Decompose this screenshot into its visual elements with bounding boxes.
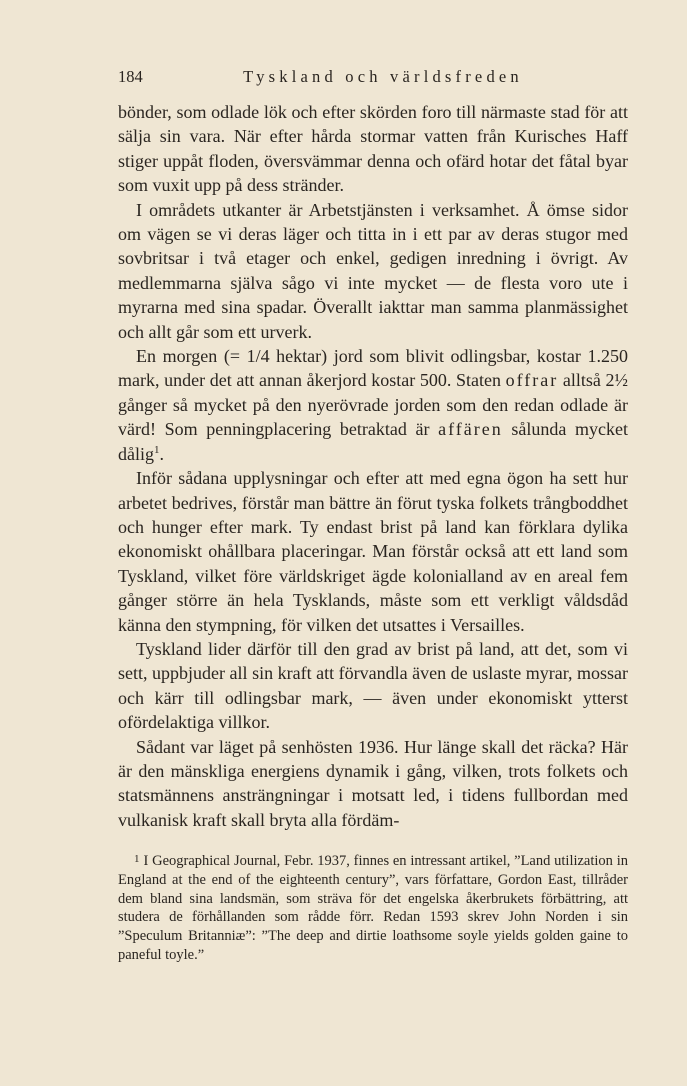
paragraph-3-text-c: sålunda mycket dålig	[118, 419, 629, 464]
paragraph-5: Tyskland lider därför till den grad av brist på land, att det, som vi sett, uppbjuder all sin kraft att förvandla även de uslaste myrar, mossar och kärr till odlingsbar mark, — även under ekonomiskt ytterst ofördelaktiga villkor.	[118, 638, 628, 733]
footnote-reference: 1	[154, 443, 160, 456]
running-title: Tyskland och världsfreden	[243, 67, 523, 86]
paragraph-3-text-b: alltså 2½ gånger så mycket på den nyerövrade jorden som den redan odlade är värd! Som penningplacering betraktad är	[118, 370, 628, 440]
paragraph-1: bönder, som odlade lök och efter skörden foro till närmaste stad för att sälja sin vara. När efter hårda stormar vatten från Kurisches Haff stiger uppåt floden, översvämmar denna och ofärd hotar det fåtal byar som vuxit upp på dess stränder.	[118, 102, 628, 196]
page-number: 184	[118, 67, 143, 86]
paragraph-6: Sådant var läget på senhösten 1936. Hur länge skall det räcka? Här är den mänskliga energiens dynamik i gång, vilken, trots folkets och statsmännens ansträngningar i motsatt led, i tidens fullbordan med vulkanisk kraft skall bryta alla fördäm-	[118, 736, 628, 830]
footnotes	[118, 850, 628, 965]
paragraph-4: Inför sådana upplysningar och efter att med egna ögon ha sett hur arbetet bedrives, förstår man bättre än förut tyska folkets trångboddhet och hunger efter mark. Ty endast brist på land kan förklara dylika ekonomiskt ohållbara placeringar. Man förstår också att ett land som Tyskland, vilket före världskriget ägde kolonialland av en areal fem gånger större än hela Tysklands, måste som ett verkligt våldsdåd känna den stympning, för vilken det utsattes i Versailles.	[118, 468, 628, 635]
body-text	[118, 100, 628, 832]
spaced-word-offrar: offrar	[505, 370, 559, 391]
footnote-1	[118, 850, 628, 965]
paragraph-3-text-a: En morgen (= 1/4 hektar) jord som blivit odlingsbar, kostar 1.250 mark, under det att annan åkerjord kostar 500. Staten	[118, 346, 628, 391]
paragraph-2: I områdets utkanter är Arbetstjänsten i verksamhet. Å ömse sidor om vägen se vi deras läger och titta in i ett par av deras stugor med sovbritsar i två etager och enkel, gedigen inredning i övrigt. Av medlemmarna själva sågo vi inte mycket — de flesta voro ute i myrarna med sina spadar. Överallt iakttar man samma planmässighet och allt går som ett urverk.	[118, 199, 628, 342]
paragraph-3-end: .	[159, 443, 164, 464]
paragraph-3	[118, 344, 628, 466]
footnote-number: 1	[134, 853, 140, 865]
spaced-word-affaren: affären	[438, 419, 503, 440]
running-head	[118, 66, 628, 88]
footnote-text: I Geographical Journal, Febr. 1937, finnes en intressant artikel, ”Land utilization in England at the end of the eighteenth century”, vars författare, Gordon East, tillråder dem bland sina landsmän, som sträva för det engelska åkerbrukets förbättring, att studera de förhållanden som rådde förr. Redan 1593 skrev John Norden i sin ”Speculum Britanniæ”: ”The deep and dirtie loathsome soyle yields golden gaine to paneful toyle.”	[118, 853, 628, 963]
